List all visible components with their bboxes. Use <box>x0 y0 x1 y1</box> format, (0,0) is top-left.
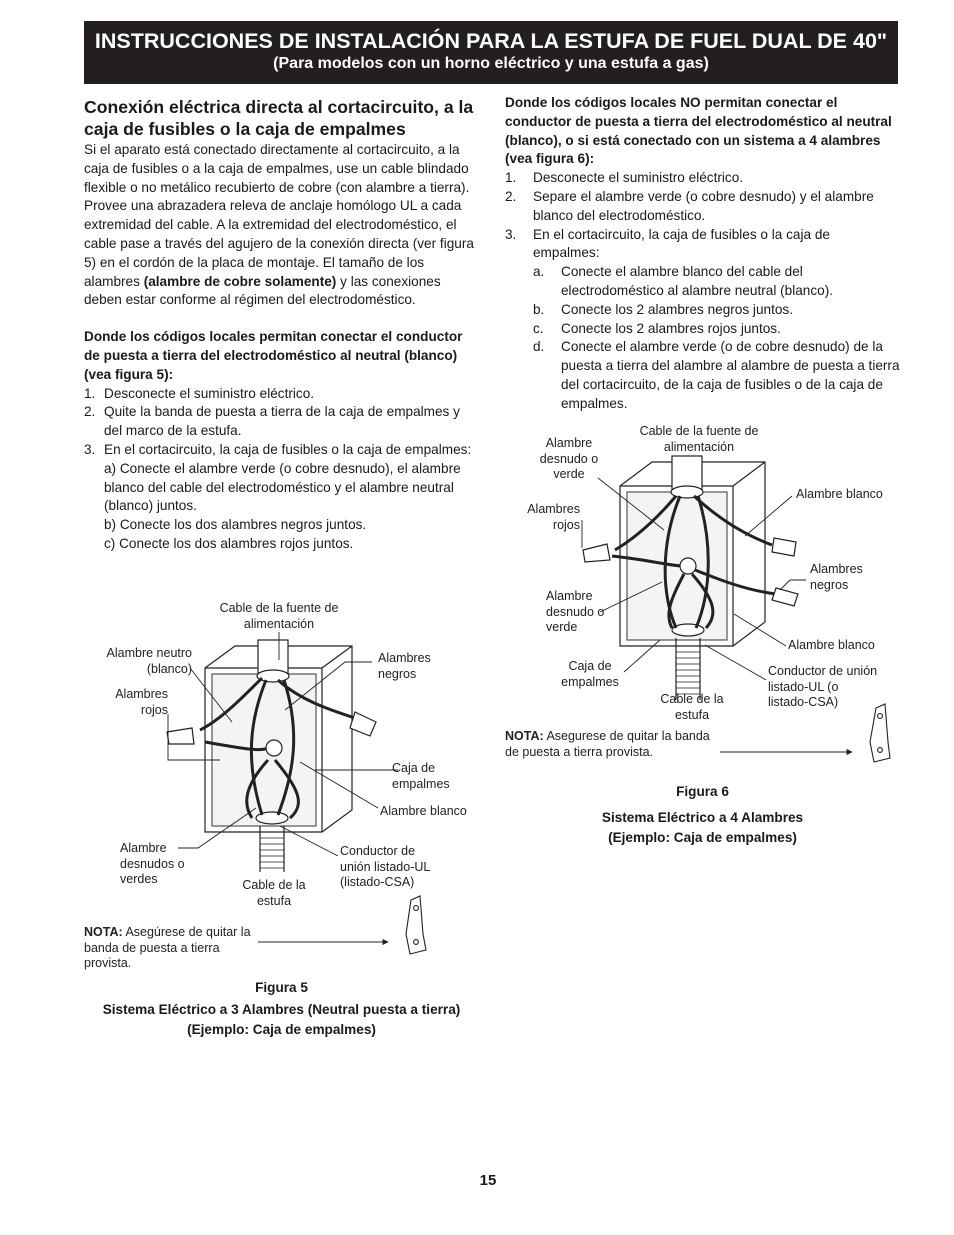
fig6-label-bare-top: Alambre desnudo o verde <box>539 436 599 482</box>
section-heading: Conexión eléctrica directa al cortacircuito, a la caja de fusibles o la caja de empalmes <box>84 97 474 139</box>
fig5-label-supply: Cable de la fuente de alimentación <box>219 601 339 631</box>
fig5-label-box: Caja de empalmes <box>392 761 450 791</box>
page-subtitle: (Para modelos con un horno eléctrico y una estufa a gas) <box>273 55 709 72</box>
fig5-note: NOTA: Asegúrese de quitar la banda de puesta a tierra provista. <box>84 925 251 971</box>
page-number: 15 <box>479 1172 497 1189</box>
fig5-label-bare: Alambre desnudos o verdes <box>120 841 185 887</box>
fig6-label-white-bottom: Alambre blanco <box>788 638 875 652</box>
list-item: b. Conecte los 2 alambres negros juntos. <box>533 301 793 317</box>
fig5-label-white: Alambre blanco <box>380 804 467 818</box>
list-item: a. Conecte el alambre blanco del cable del electrodoméstico al alambre neutral (blanco). <box>533 264 834 298</box>
list-item: 3. En el cortacircuito, la caja de fusibles o la caja de empalmes: <box>84 441 472 457</box>
fig5-label-black: Alambres negros <box>378 651 431 681</box>
fig6-label-supply: Cable de la fuente de alimentación <box>639 424 759 454</box>
list-item: c) Conecte los dos alambres rojos juntos. <box>104 535 354 551</box>
fig6-label-bare-bottom: Alambre desnudo o verde <box>546 589 605 635</box>
fig5-caption: Figura 5 Sistema Eléctrico a 3 Alambres (Neutral puesta a tierra) (Ejemplo: Caja de empalmes) <box>84 978 479 1040</box>
page-title: INSTRUCCIONES DE INSTALACIÓN PARA LA ESTUFA DE FUEL DUAL DE 40" <box>94 29 888 53</box>
list-item: 2. Separe el alambre verde (o cobre desnudo) y el alambre blanco del electrodoméstico. <box>505 188 874 223</box>
figure-6-ground-strap <box>870 704 890 762</box>
fig6-label-bond: Conductor de unión listado-UL (o listado-CSA) <box>768 664 878 710</box>
intro-paragraph: Si el aparato está conectado directamente al cortacircuito, a la caja de fusibles o a la caja de empalmes, use un cable blindado flexible o no metálico recubierto de cobre (con alambre a tierra). Provee una abrazadera releva de anclaje homólogo UL a cada extremidad del cable. A la extremidad del electrodoméstico, el cable pase a través del agujero de la conexión directa (ver figura 5) en el cordón de la placa de montaje. El tamaño de los alambres (alambre de cobre solamente) y las conexiones deben estar conforme al régimen del electrodoméstico. <box>84 142 474 308</box>
fig6-label-black: Alambres negros <box>810 562 863 592</box>
fig5-label-range-cable: Cable de la estufa <box>242 878 306 908</box>
fig6-caption: Figura 6 Sistema Eléctrico a 4 Alambres (Ejemplo: Caja de empalmes) <box>505 782 900 848</box>
fig6-label-red: Alambres rojos <box>527 502 580 532</box>
fig6-label-box: Caja de empalmes <box>561 659 619 689</box>
list-item: 2. Quite la banda de puesta a tierra de la caja de empalmes y del marco de la estufa. <box>84 404 460 439</box>
fig6-note: NOTA: Asegurese de quitar la banda de puesta a tierra provista. <box>505 729 710 759</box>
figure-5-junction-box <box>167 640 376 872</box>
figure-title: Figura 5 <box>255 980 308 995</box>
list-item: 3. En el cortacircuito, la caja de fusibles o la caja de empalmes: <box>505 226 830 261</box>
fig6-label-white-top: Alambre blanco <box>796 487 883 501</box>
list-item: d. Conecte el alambre verde (o de cobre desnudo) de la puesta a tierra del alambre al alambre de puesta a tierra del cortacircuito, de la caja de fusibles o de la caja de empalmes. <box>533 339 900 411</box>
list-item: 1. Desconecte el suministro eléctrico. <box>505 170 744 186</box>
figure-title: Figura 6 <box>676 784 729 799</box>
fig5-label-bond: Conductor de unión listado-UL (listado-CSA) <box>340 844 430 890</box>
list-item: 1. Desconecte el suministro eléctrico. <box>84 385 315 401</box>
figure-5-ground-strap <box>406 896 426 954</box>
list-item: b) Conecte los dos alambres negros juntos. <box>104 517 367 533</box>
fig5-label-red: Alambres rojos <box>115 687 168 717</box>
list-item: c. Conecte los 2 alambres rojos juntos. <box>533 320 781 336</box>
list-item: a) Conecte el alambre verde (o cobre desnudo), el alambre blanco del cable del electrodoméstico y el alambre neutral (blanco) juntos. <box>104 460 461 514</box>
fig6-label-range-cable: Cable de la estufa <box>660 692 724 722</box>
subheading-4-wire: Donde los códigos locales NO permitan conectar el conductor de puesta a tierra del electrodoméstico al neutral (blanco), o si está conectado con un sistema a 4 alambres (vea figura 6): <box>505 95 892 167</box>
subheading-3-wire: Donde los códigos locales permitan conectar el conductor de puesta a tierra del electrodoméstico al neutral (blanco) (vea figura 5): <box>84 329 463 382</box>
fig5-label-neutral: Alambre neutro (blanco) <box>106 646 192 676</box>
